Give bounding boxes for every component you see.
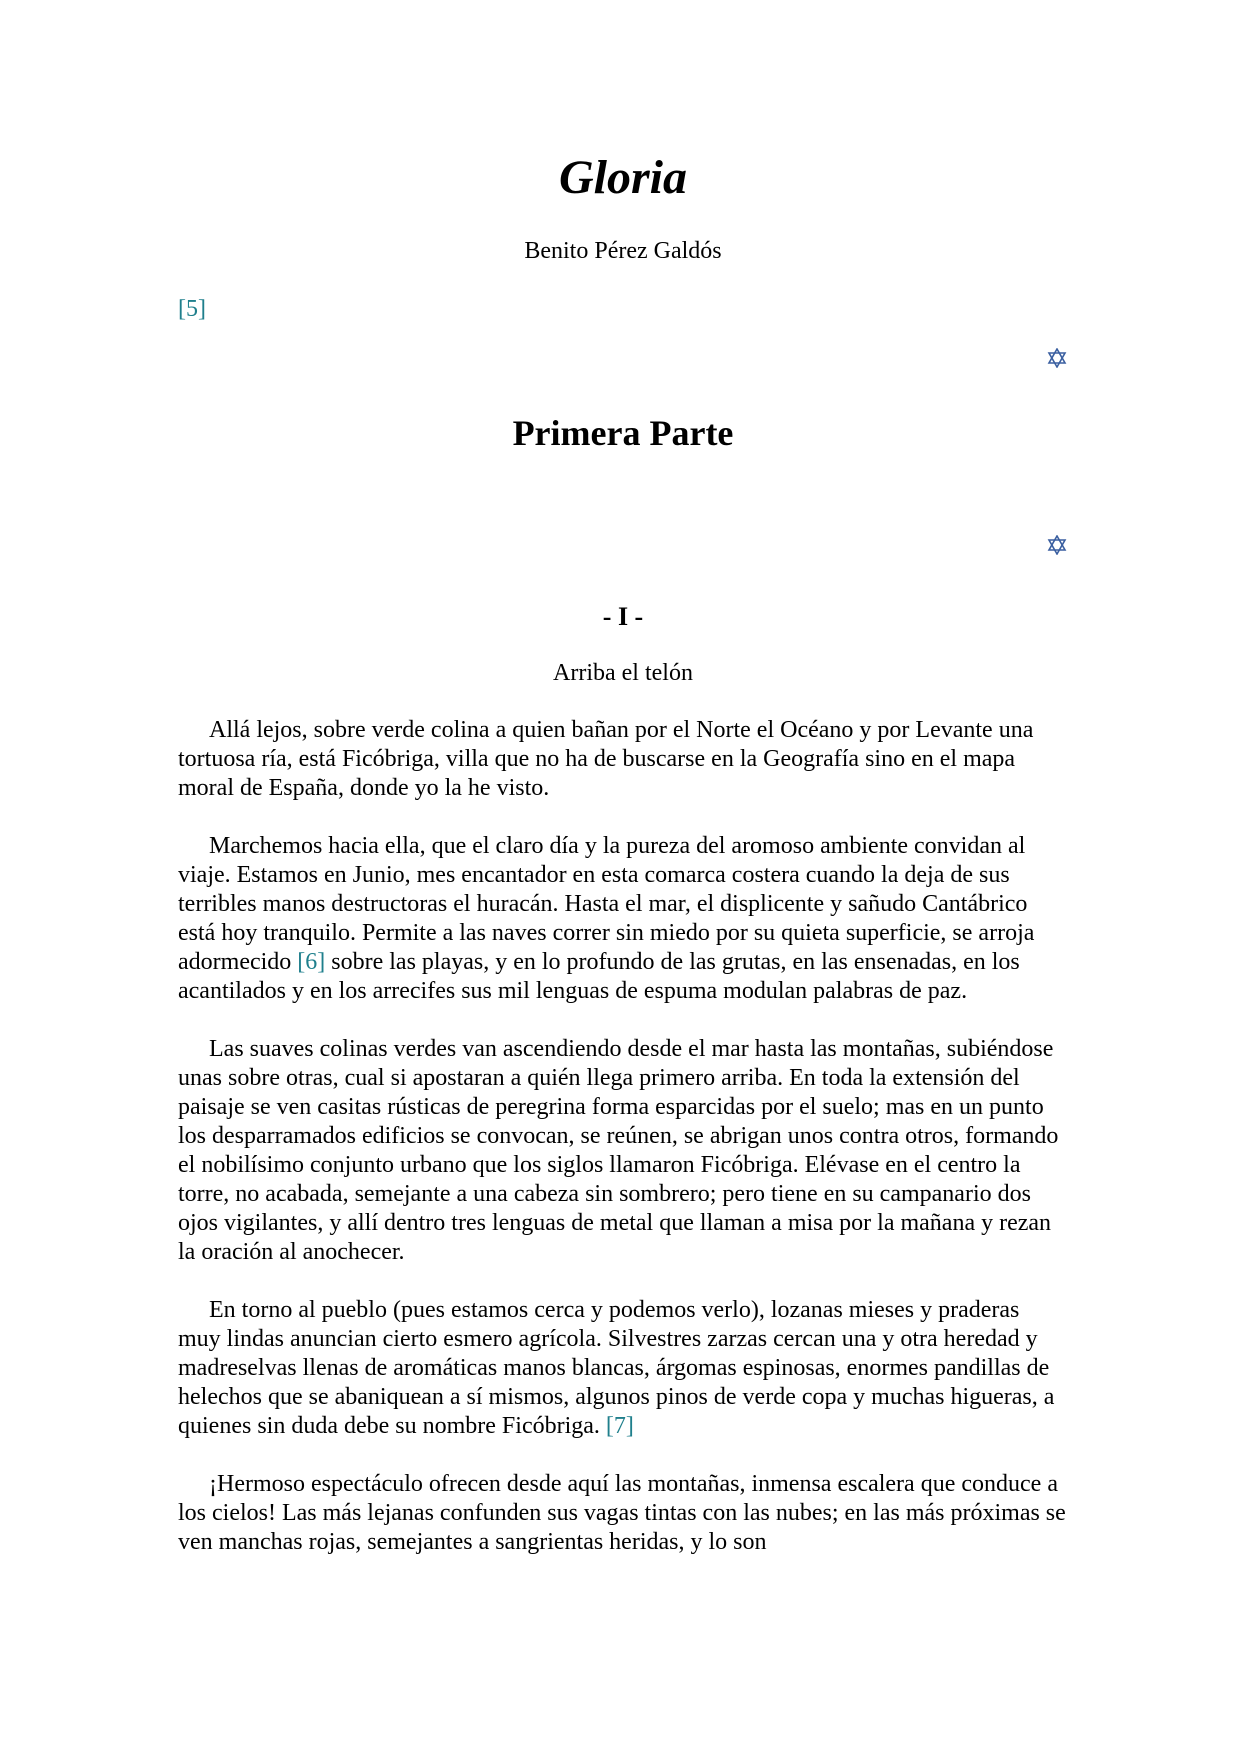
page-reference-link[interactable]: [7] <box>605 1413 634 1439</box>
chapter-number: - I - <box>602 602 644 631</box>
paragraph: Las suaves colinas verdes van ascendiendo desde el mar hasta las montañas, subiéndose unas sobre otras, cual si apostaran a quién llega primero arriba. En toda la extensión del paisaje se ven casitas rústicas de peregrina forma esparcidas por el suelo; mas en un punto los desparramados edificios se convocan, se reúnen, se abrigan unos contra otros, formando el nobilísimo conjunto urbano que los siglos llamaron Ficóbriga. Elévase en el centro la torre, no acabada, semejante a una cabeza sin sombrero; pero tiene en su campanario dos ojos vigilantes, y allí dentro tres lenguas de metal que llaman a misa por la mañana y rezan la oración al anochecer. <box>178 1036 1059 1265</box>
paragraph: Allá lejos, sobre verde colina a quien bañan por el Norte el Océano y por Levante una tortuosa ría, está Ficóbriga, villa que no ha de buscarse en la Geografía sino en el mapa moral de España, donde yo la he visto. <box>178 717 1034 801</box>
six-pointed-star-icon[interactable] <box>1046 535 1068 555</box>
chapter-body <box>178 716 1068 1586</box>
six-pointed-star-icon-graphic <box>1046 535 1068 555</box>
paragraph-text: En torno al pueblo (pues estamos cerca y podemos verlo), lozanas mieses y praderas muy lindas anuncian cierto esmero agrícola. Silvestres zarzas cercan una y otra heredad y madreselvas llenas de aromáticas manos blancas, árgomas espinosas, enormes pandillas de helechos que se abaniquean a sí mismos, algunos pinos de verde copa y muchas higueras, a quienes sin duda debe su nombre Ficóbriga. <box>178 1297 1055 1439</box>
paragraph-text: sobre las playas, y en lo profundo de las grutas, en las ensenadas, en los acantilados y en los arrecifes sus mil lenguas de espuma modulan palabras de paz. <box>178 949 1020 1004</box>
six-pointed-star-icon-graphic <box>1046 348 1068 368</box>
page-reference-link[interactable]: [6] <box>297 949 326 975</box>
book-author: Benito Pérez Galdós <box>524 238 722 264</box>
part-heading: Primera Parte <box>512 413 734 453</box>
paragraph-text: Marchemos hacia ella, que el claro día y la pureza del aromoso ambiente convidan al viaje. Estamos en Junio, mes encantador en esta comarca costera cuando la deja de sus terribles manos destructoras el huracán. Hasta el mar, el displicente y sañudo Cantábrico está hoy tranquilo. Permite a las naves correr sin miedo por su quieta superficie, se arroja adormecido <box>178 833 1035 975</box>
paragraph <box>178 1296 1068 1441</box>
six-pointed-star-icon[interactable] <box>1046 348 1068 368</box>
paragraph <box>178 832 1068 1006</box>
page-reference-link[interactable]: [5] <box>178 296 206 322</box>
book-title: Gloria <box>558 151 687 204</box>
chapter-title: Arriba el telón <box>553 660 693 686</box>
paragraph: ¡Hermoso espectáculo ofrecen desde aquí las montañas, inmensa escalera que conduce a los cielos! Las más lejanas confunden sus vagas tintas con las nubes; en las más próximas se ven manchas rojas, semejantes a sangrientas heridas, y lo son <box>178 1471 1066 1555</box>
